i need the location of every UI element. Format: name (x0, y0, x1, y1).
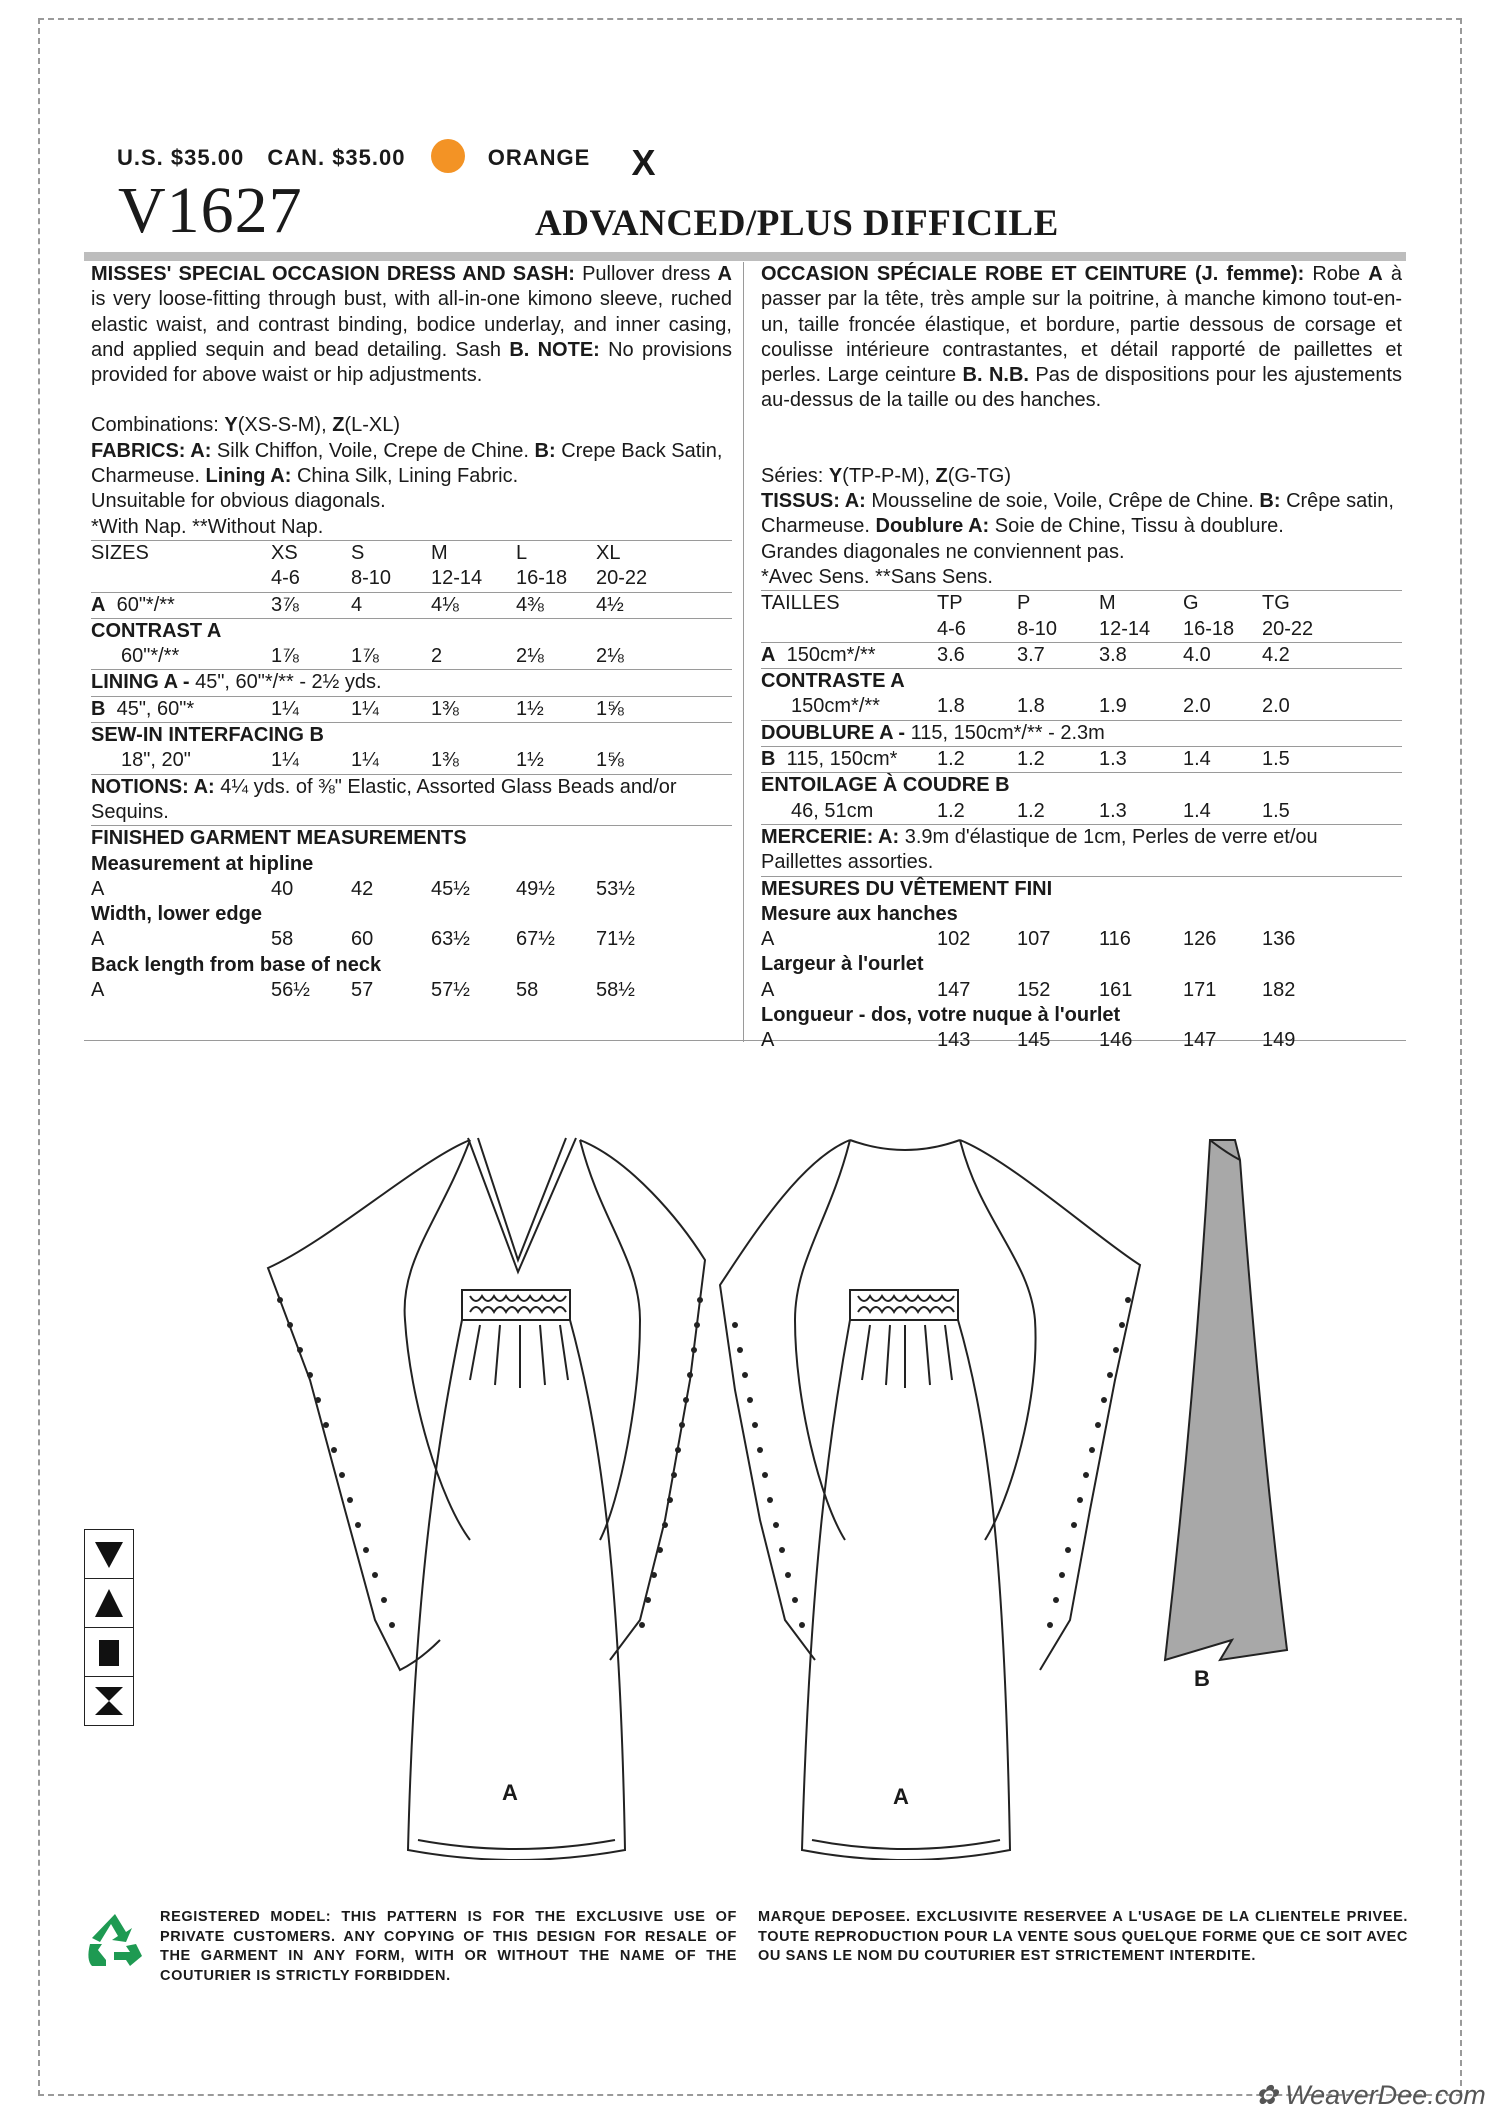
sizes-row-en: SIZES XS S M L XL (91, 541, 621, 564)
back-row-en: A 56½ 57 57½ 58 58½ (91, 979, 635, 1002)
hip-row-en: A 40 42 45½ 49½ 53½ (91, 877, 635, 900)
description-en: MISSES' SPECIAL OCCASION DRESS AND SASH: Pullover dress A is very loose-fitting through bust, with all-in-one kimono sleeve, ruched elastic waist, and contrast binding, bodice underlay, and inner casing, and applied sequin and bead detailing. Sash B. NOTE: No provisions provided for above waist or hip adjustments. (91, 263, 733, 387)
back-row-fr: A 143 145 146 147 149 (761, 1029, 1296, 1052)
hourglass-icon (84, 1676, 134, 1726)
yardage-row-a-en: A 60"*/** 3⅞ 4 4⅛ 4⅜ 4½ (91, 593, 732, 619)
sash-drawing (1165, 1140, 1287, 1660)
color-dot-icon (431, 139, 465, 173)
unsuitable-en: Unsuitable for obvious diagonals. (91, 490, 386, 513)
width-label-en: Width, lower edge (91, 903, 262, 926)
width-row-en: A 58 60 63½ 67½ 71½ (91, 928, 635, 951)
difficulty-label: ADVANCED/PLUS DIFFICILE (535, 203, 1059, 244)
back-label-fr: Longueur - dos, votre nuque à l'ourlet (761, 1004, 1121, 1027)
hip-label-en: Measurement at hipline (91, 852, 314, 875)
combinations-en: Combinations: Y(XS-S-M), Z(L-XL) (91, 414, 400, 437)
interfacing-label-fr: ENTOILAGE À COUDRE B (761, 774, 1010, 797)
back-view-label: A (893, 1784, 909, 1809)
fgm-label-fr: MESURES DU VÊTEMENT FINI (761, 877, 1053, 900)
bead-trim-back (732, 1297, 1131, 1628)
notions-en: NOTIONS: A: 4¼ yds. of ⅜" Elastic, Assorted Glass Beads and/or Sequins. (91, 775, 732, 827)
pattern-number: V1627 (118, 174, 303, 247)
header-rule (84, 252, 1406, 261)
contrast-row-en: 60"*/** 1⅞ 1⅞ 2 2⅛ 2⅛ (91, 644, 732, 670)
color-name: ORANGE (487, 144, 591, 170)
yardage-row-b-fr: B 115, 150cm* 1.2 1.2 1.3 1.4 1.5 (761, 747, 1402, 773)
front-view-label: A (502, 1780, 518, 1805)
size-numbers-row-fr: 4-6 8-10 12-14 16-18 20-22 (761, 617, 1402, 643)
fabrics-fr: TISSUS: A: Mousseline de soie, Voile, Crêpe de Chine. B: Crêpe satin, Charmeuse. Doublure A: Soie de Chine, Tissu à doublure. (761, 490, 1394, 538)
footer-french: MARQUE DEPOSEE. EXCLUSIVITE RESERVEE A L'USAGE DE LA CLIENTELE PRIVEE. TOUTE REPRODUCTION POUR LA VENTE SOUS QUELQUE FORME QUE CE SOIT AVEC OU SANS LE NOM DU COUTURIER EST STRICTEMENT INTERDITE. (758, 1909, 1408, 1964)
hip-row-fr: A 102 107 116 126 136 (761, 928, 1296, 951)
contrast-label-en: CONTRAST A (91, 619, 222, 642)
hip-label-fr: Mesure aux hanches (761, 902, 958, 925)
yardage-row-a-fr: A 150cm*/** 3.6 3.7 3.8 4.0 4.2 (761, 643, 1402, 669)
combinations-fr: Séries: Y(TP-P-M), Z(G-TG) (761, 464, 1011, 487)
price-us: U.S. $35.00 (117, 144, 245, 170)
unsuitable-fr: Grandes diagonales ne conviennent pas. (761, 540, 1125, 563)
sizes-row-fr: TAILLES TP P M G TG (761, 592, 1290, 615)
fgm-label-en: FINISHED GARMENT MEASUREMENTS (91, 827, 467, 850)
triangle-down-icon (84, 1529, 134, 1578)
width-label-fr: Largeur à l'ourlet (761, 953, 924, 976)
lining-row-fr: DOUBLURE A - 115, 150cm*/** - 2.3m (761, 721, 1402, 747)
dress-front-drawing (268, 1138, 705, 1860)
recycle-icon (86, 1912, 144, 1968)
french-column (761, 262, 1402, 1054)
description-fr: OCCASION SPÉCIALE ROBE ET CEINTURE (J. femme): Robe A à passer par la tête, très ample sur la poitrine, à manche kimono tout-en-un, taille froncée élastique, et bordure, partie dessous de corsage et coulisse intérieure contrastantes, et détail rapporté de paillettes et perles. Large ceinture B. N.B. Pas de dispositions pour les ajustements au-dessus de la taille ou des hanches. (761, 263, 1402, 412)
sash-label: B (1194, 1666, 1210, 1691)
nap-fr: *Avec Sens. **Sans Sens. (761, 565, 1402, 591)
symbol-legend (84, 1529, 134, 1726)
lining-row-en: LINING A - 45", 60"*/** - 2½ yds. (91, 670, 732, 696)
price-can: CAN. $35.00 (267, 144, 406, 170)
x-mark: X (631, 142, 657, 183)
back-label-en: Back length from base of neck (91, 953, 382, 976)
interfacing-label-en: SEW-IN INTERFACING B (91, 724, 324, 747)
garment-illustrations (0, 1100, 1500, 1860)
interfacing-row-fr: 46, 51cm 1.2 1.2 1.3 1.4 1.5 (761, 799, 1402, 825)
contrast-row-fr: 150cm*/** 1.8 1.8 1.9 2.0 2.0 (761, 694, 1402, 720)
notions-fr: MERCERIE: A: 3.9m d'élastique de 1cm, Perles de verre et/ou Paillettes assorties. (761, 825, 1402, 877)
yardage-row-b-en: B 45", 60"* 1¼ 1¼ 1⅜ 1½ 1⅝ (91, 697, 732, 723)
nap-en: *With Nap. **Without Nap. (91, 515, 732, 541)
width-row-fr: A 147 152 161 171 182 (761, 978, 1296, 1001)
interfacing-row-en: 18", 20" 1¼ 1¼ 1⅜ 1½ 1⅝ (91, 748, 732, 774)
fabrics-en: FABRICS: A: Silk Chiffon, Voile, Crepe de Chine. B: Crepe Back Satin, Charmeuse. Lining A: China Silk, Lining Fabric. (91, 439, 723, 488)
triangle-up-icon (84, 1578, 134, 1627)
english-column (91, 262, 732, 1003)
column-divider (743, 262, 744, 1042)
square-icon (84, 1627, 134, 1676)
size-numbers-row-en: 4-6 8-10 12-14 16-18 20-22 (91, 566, 732, 592)
contrast-label-fr: CONTRASTE A (761, 670, 905, 693)
watermark: ✿ WeaverDee.com (1255, 2080, 1486, 2110)
footer-english: REGISTERED MODEL: THIS PATTERN IS FOR THE EXCLUSIVE USE OF PRIVATE CUSTOMERS. ANY COPYING OF THIS DESIGN FOR RESALE OF THE GARMENT IN ANY FORM, WITH OR WITHOUT THE NAME OF THE COUTURIER IS STRICTLY FORBIDDEN. (160, 1909, 737, 1984)
